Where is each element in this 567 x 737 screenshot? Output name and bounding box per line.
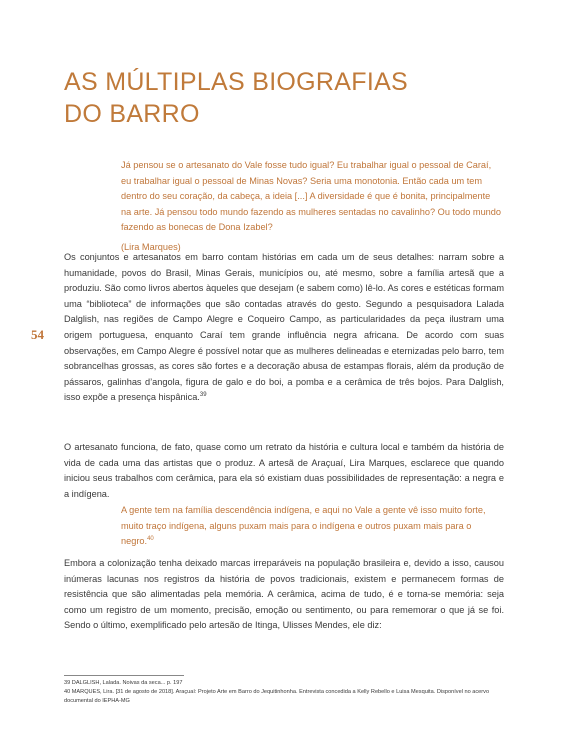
title-line-1: AS MÚLTIPLAS BIOGRAFIAS	[64, 68, 409, 96]
footnote-ref-40[interactable]: 40	[147, 536, 154, 543]
footnote-ref-39[interactable]: 39	[199, 392, 207, 399]
footnotes	[64, 679, 504, 706]
paragraph-2-text: O artesanato funciona, de fato, quase como um retrato da história e cultura local e também da história de vida de cada uma das artistas que o produz. A artesã de Araçuaí, Lira Marques, esclarece que quando iniciou seus trabalhos com cerâmica, para ela só existiam duas possibilidades de representação: a negra e a indígena.	[64, 442, 504, 499]
page-number: 54	[31, 327, 44, 342]
footnote-39: 39 DALGLISH, Lalada. Noivas da seca... p. 197	[64, 680, 183, 686]
footnote-40: 40 MARQUES, Lira. [31 de agosto de 2018]. Araçuaí: Projeto Arte em Barro do Jequitinhonha. Entrevista concedida a Kelly Rebello e Luisa Mesquita. Disponível no acervo documental do IEPHA-MG	[64, 689, 490, 704]
footnote-divider	[64, 675, 184, 676]
block-quote	[121, 503, 503, 550]
paragraph-2	[64, 440, 504, 502]
title-line-2: DO BARRO	[64, 100, 200, 128]
paragraph-3-text: Embora a colonização tenha deixado marcas irreparáveis na população brasileira e, devido a isso, causou inúmeras lacunas nos registros da história de povos tradicionais, existem e permanecem formas de resistência que são alimentadas pela memória. A cerâmica, acima de tudo, é e torna-se memória: seja como um registro de um momento, precisão, emoção ou sentimento, ou para rememorar o que já se foi. Sendo o último, exemplificado pelo artesão de Itinga, Ulisses Mendes, ele diz:	[64, 558, 504, 631]
page-title	[64, 66, 408, 130]
paragraph-1-text: Os conjuntos e artesanatos em barro contam histórias em cada um de seus detalhes: narram sobre a humanidade, povos do Brasil, Minas Gerais, municípios ou, até mesmo, sobre a família artesã que a produziu. São como livros abertos àqueles que desejam (e sabem como) lê-lo. As cores e estéticas formam uma “biblioteca” de informações que são contadas através do gesto. Segundo a pesquisadora Lalada Dalglish, nas regiões de Campo Alegre e Coqueiro Campo, as particularidades da peça ilustram uma origem portuguesa, enquanto Caraí tem grande influência negra africana. De acordo com suas observações, em Campo Alegre é possível notar que as mulheres delineadas e eternizadas pelo barro, tem sobrancelhas grossas, as cores são fortes e a decoração abusa de estampas florais, além da produção de pássaros, galinhas d’angola, figura de galo e do boi, a pomba e a cerâmica de três bojos. Para Dalglish, isso expõe a presença hispânica.	[64, 252, 504, 403]
epigraph-text: Já pensou se o artesanato do Vale fosse tudo igual? Eu trabalhar igual o pessoal de Caraí, eu trabalhar igual o pessoal de Minas Novas? Seria uma monotonia. Então cada um tem dentro do seu coração, da cabeça, a ideia [...] A diversidade é que é bonita, principalmente na arte. Já pensou todo mundo fazendo as mulheres sentadas no cavalinho? Ou todo mundo fazendo as bonecas de Dona Izabel?	[121, 160, 502, 233]
paragraph-1	[64, 250, 504, 406]
block-quote-text: A gente tem na família descendência indígena, e aqui no Vale a gente vê isso muito forte, muito traço indígena, alguns puxam mais para o indígena e outros puxam mais para o negro.	[121, 505, 486, 547]
paragraph-3	[64, 556, 504, 634]
epigraph-quote	[121, 158, 503, 256]
epigraph-source: (Lira Marques)	[121, 241, 181, 252]
